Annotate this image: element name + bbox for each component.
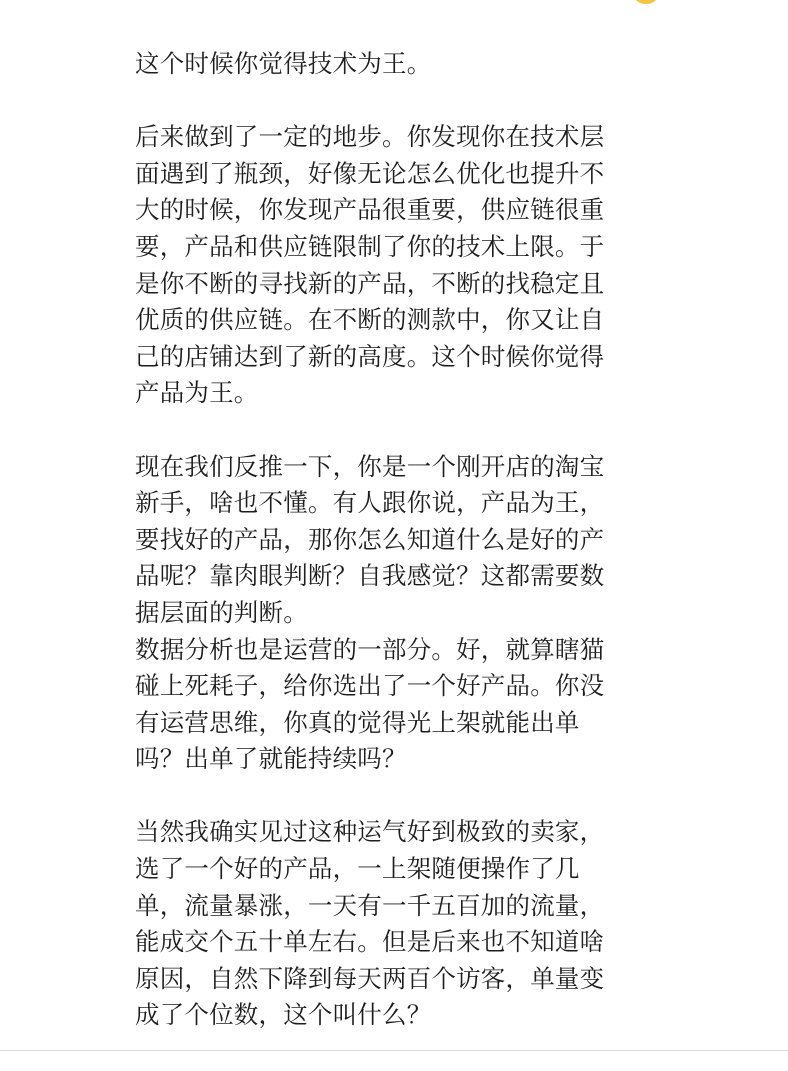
paragraph-5 <box>135 814 645 1034</box>
text-line: 己的店铺达到了新的高度。这个时候你觉得 <box>135 341 605 371</box>
text-line: 是你不断的寻找新的产品，不断的找稳定且 <box>135 268 605 298</box>
text-line: 优质的供应链。在不断的测款中，你又让自 <box>135 305 605 335</box>
text-line: 成了个位数，这个叫什么？ <box>135 1000 432 1030</box>
article-body <box>135 46 645 1071</box>
text-line: 选了一个好的产品，一上架随便操作了几 <box>135 854 580 884</box>
text-line: 单，流量暴涨，一天有一千五百加的流量， <box>135 890 605 920</box>
text-line: 要找好的产品，那你怎么知道什么是好的产 <box>135 524 605 554</box>
text-line: 面遇到了瓶颈，好像无论怎么优化也提升不 <box>135 158 605 188</box>
paragraph-2 <box>135 119 645 412</box>
text-line: 品呢？靠肉眼判断？自我感觉？这都需要数 <box>135 561 605 591</box>
paragraph-1 <box>135 46 645 83</box>
text-line: 据层面的判断。 <box>135 597 308 627</box>
emoji-icon <box>634 0 658 4</box>
text-line: 大的时候，你发现产品很重要，供应链很重 <box>135 195 605 225</box>
text-line: 吗？出单了就能持续吗？ <box>135 744 407 774</box>
text-line: 数据分析也是运营的一部分。好，就算瞎猫 <box>135 634 605 664</box>
text-line: 新手，啥也不懂。有人跟你说，产品为王， <box>135 488 605 518</box>
text-line: 原因，自然下降到每天两百个访客，单量变 <box>135 963 605 993</box>
text-line: 当然我确实见过这种运气好到极致的卖家， <box>135 817 605 847</box>
top-status-bar-edge <box>0 0 788 8</box>
text-line: 这个时候你觉得技术为王。 <box>135 49 432 78</box>
paragraph-4 <box>135 632 645 778</box>
text-line: 要，产品和供应链限制了你的技术上限。于 <box>135 231 605 261</box>
paragraph-3 <box>135 449 645 632</box>
text-line: 碰上死耗子，给你选出了一个好产品。你没 <box>135 671 605 701</box>
text-line: 能成交个五十单左右。但是后来也不知道啥 <box>135 927 605 957</box>
text-line: 产品为王。 <box>135 378 259 408</box>
text-line: 后来做到了一定的地步。你发现你在技术层 <box>135 122 605 152</box>
text-line: 现在我们反推一下，你是一个刚开店的淘宝 <box>135 451 605 481</box>
text-line: 有运营思维，你真的觉得光上架就能出单 <box>135 707 580 737</box>
